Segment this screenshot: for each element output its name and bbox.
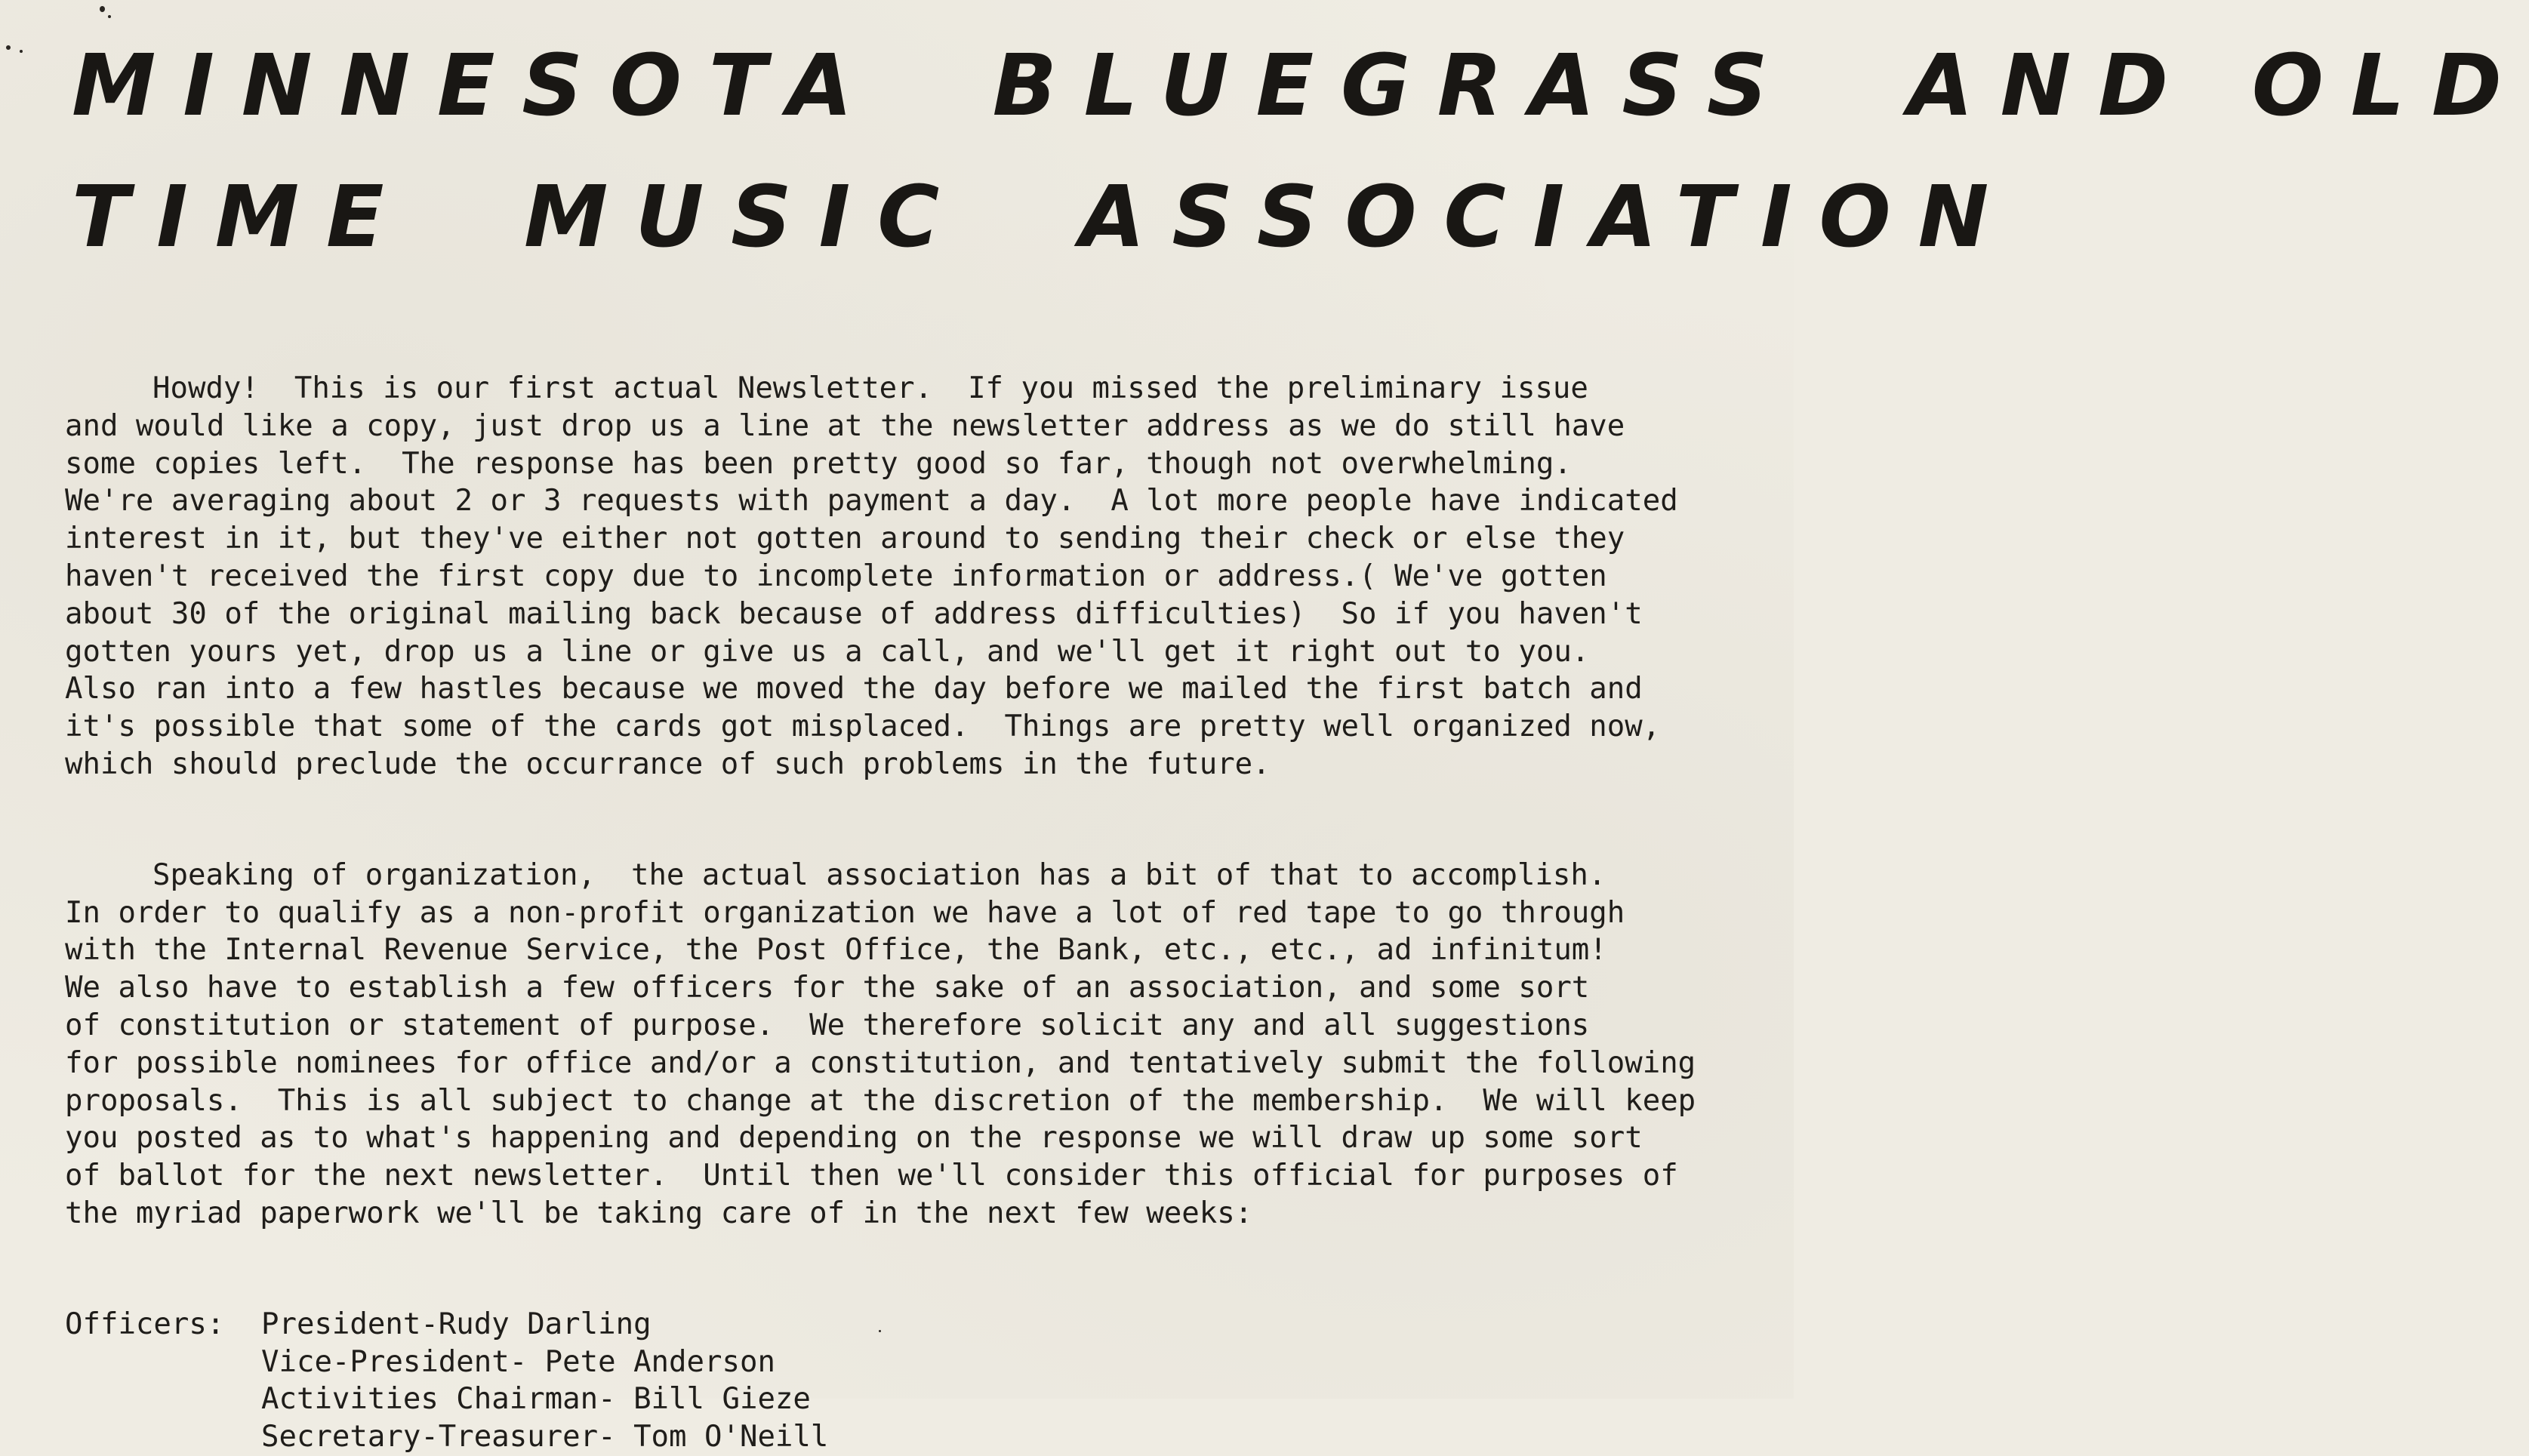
paragraph-line: In order to qualify as a non-profit organization we have a lot of red tape to go through (65, 895, 1625, 930)
officer-entry: Activities Chairman- Bill Gieze (261, 1382, 811, 1417)
paragraph-line: for possible nominees for office and/or a constitution, and tentatively submit the following (65, 1045, 1696, 1080)
officers-list (261, 1306, 828, 1456)
title-line-1: MINNESOTA BLUEGRASS AND OLD (72, 37, 2529, 135)
paragraph-line: which should preclude the occurrance of such problems in the future. (65, 746, 1271, 781)
paragraph-spacer (65, 783, 1741, 857)
paragraph-line: the myriad paperwork we'll be taking care of in the next few weeks: (65, 1196, 1253, 1230)
paragraph-line: of constitution or statement of purpose. We therefore solicit any and all suggestions (65, 1008, 1590, 1042)
paragraph-line: Also ran into a few hastles because we moved the day before we mailed the first batch and (65, 672, 1643, 706)
ink-speck (100, 6, 105, 12)
officers-label: Officers: (65, 1307, 225, 1341)
officer-entry: Vice-President- Pete Anderson (261, 1344, 775, 1379)
paragraph-2 (65, 857, 1741, 1233)
ink-speck (20, 50, 23, 53)
paragraph-line: it's possible that some of the cards got misplaced. Things are pretty well organized now, (65, 710, 1661, 744)
paragraph-line: Speaking of organization, the actual association has a bit of that to accomplish. (152, 857, 1606, 892)
paragraph-line: interest in it, but they've either not gotten around to sending their check or else they (65, 522, 1625, 556)
paragraph-line: some copies left. The response has been pretty good so far, though not overwhelming. (65, 446, 1572, 481)
newsletter-body (65, 370, 1741, 1456)
paragraph-line: of ballot for the next newsletter. Until then we'll consider this official for purposes of (65, 1159, 1678, 1193)
paragraph-line: proposals. This is all subject to change at the discretion of the membership. We will keep (65, 1083, 1696, 1118)
paragraph-line: you posted as to what's happening and depending on the response we will draw up some sort (65, 1121, 1643, 1156)
officer-entry: President-Rudy Darling (261, 1307, 652, 1341)
paragraph-line: Howdy! This is our first actual Newsletter. If you missed the preliminary issue (152, 371, 1588, 405)
paragraph-1 (65, 370, 1741, 783)
paragraph-line: haven't received the first copy due to incomplete information or address.( We've gotten (65, 559, 1607, 593)
officer-entry: Secretary-Treasurer- Tom O'Neill (261, 1420, 829, 1454)
paragraph-line: about 30 of the original mailing back because of address difficulties) So if you haven't (65, 596, 1643, 631)
ink-speck (108, 15, 111, 18)
paragraph-spacer (65, 1233, 1741, 1306)
paragraph-line: gotten yours yet, drop us a line or give us a call, and we'll get it right out to you. (65, 634, 1590, 669)
paragraph-line: and would like a copy, just drop us a line at the newsletter address as we do still have (65, 408, 1625, 443)
paragraph-line: with the Internal Revenue Service, the Post Office, the Bank, etc., etc., ad infinitum! (65, 933, 1607, 968)
ink-speck (6, 45, 11, 50)
paragraph-line: We also have to establish a few officers for the sake of an association, and some sort (65, 971, 1590, 1005)
title-line-2: TIME MUSIC ASSOCIATION (72, 168, 2016, 266)
officers-section (65, 1306, 1741, 1456)
paragraph-line: We're averaging about 2 or 3 requests with payment a day. A lot more people have indicated (65, 484, 1678, 519)
